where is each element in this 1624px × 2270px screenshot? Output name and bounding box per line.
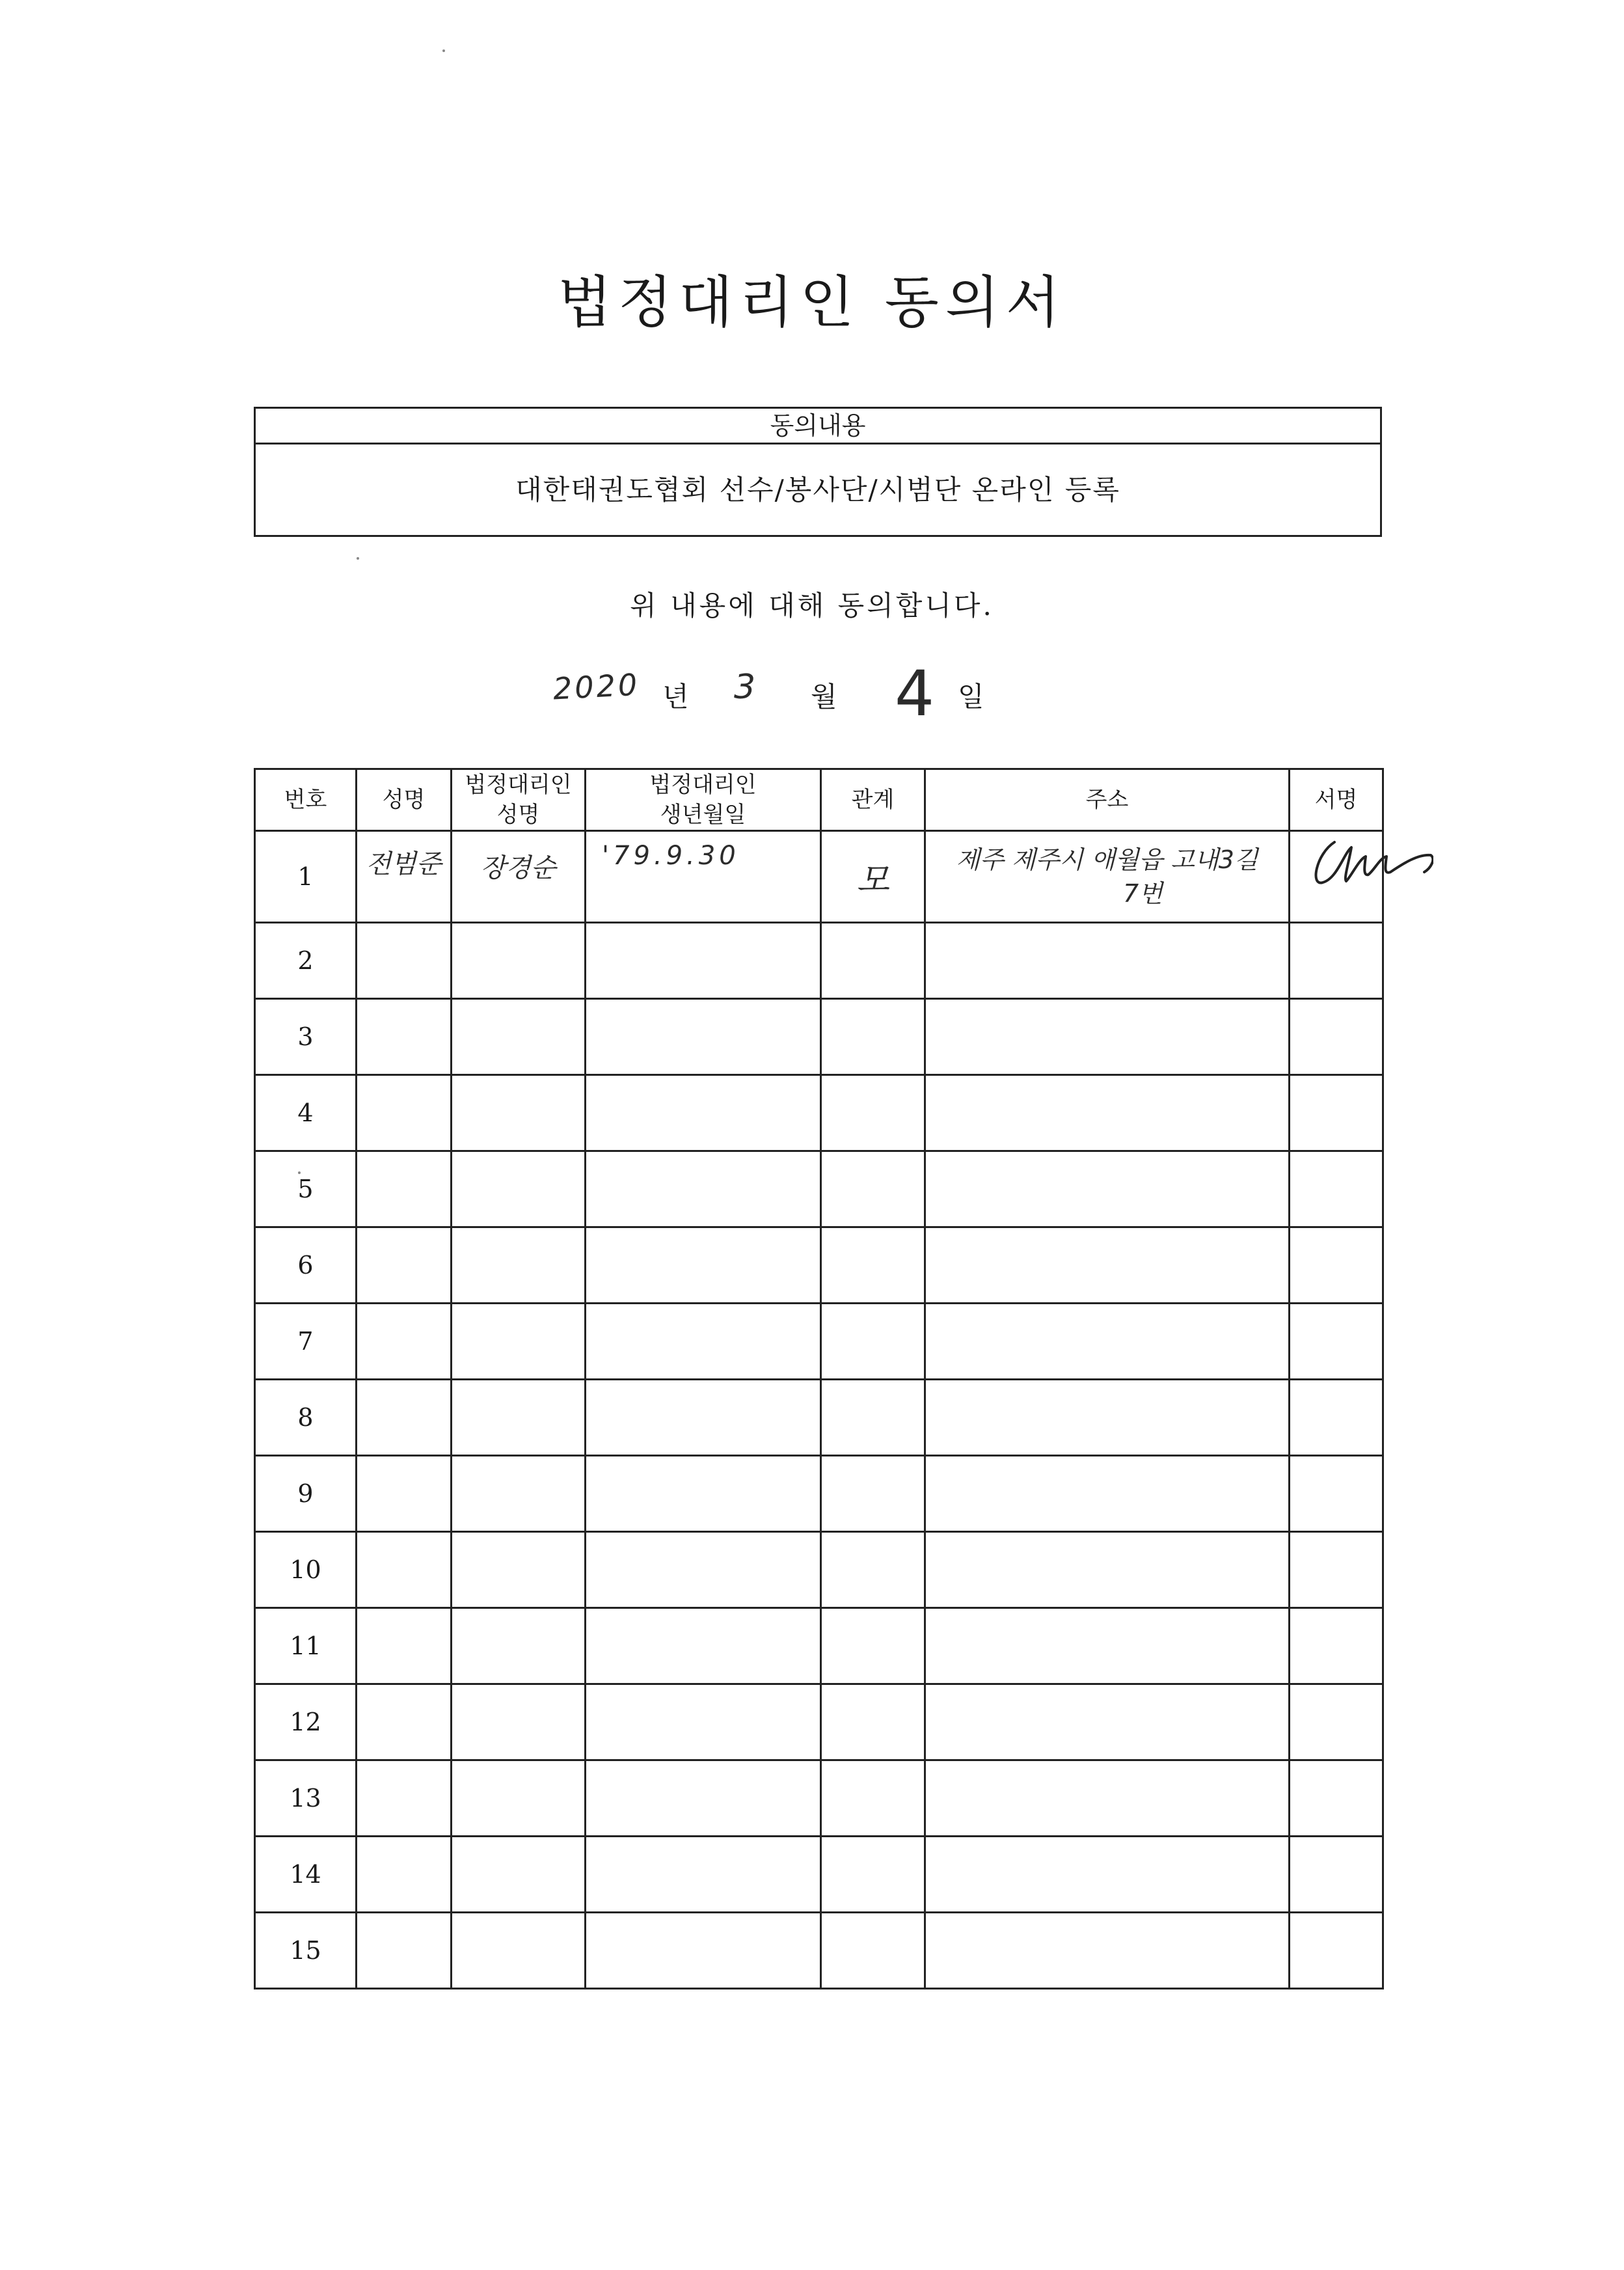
row-guardian-name [452,1608,586,1684]
row-address [925,1837,1290,1913]
consent-content-box [254,407,1382,537]
row-guardian-birth [586,1913,821,1989]
table-row [255,1075,1383,1151]
row-address-handwritten [925,831,1290,923]
row-signature [1290,831,1383,923]
row-number: 7 [255,1304,357,1380]
row-name [357,1608,452,1684]
header-relation: 관계 [821,769,925,831]
row-guardian-name [452,1151,586,1227]
row-name [357,1380,452,1456]
row-guardian-name [452,1304,586,1380]
row-address [925,1684,1290,1760]
row-relation [821,923,925,999]
row-guardian-birth [586,1151,821,1227]
row-guardian-name [452,1456,586,1532]
row-guardian-name [452,1760,586,1837]
row-guardian-name [452,1913,586,1989]
row-guardian-name [452,1075,586,1151]
row-relation [821,1913,925,1989]
row-address [925,1075,1290,1151]
row-relation [821,1075,925,1151]
header-guardian-name-line2: 성명 [496,802,540,828]
row-name [357,1075,452,1151]
row-number: 15 [255,1913,357,1989]
date-month-handwritten: 3 [734,668,756,707]
table-row [255,999,1383,1075]
row-guardian-birth [586,1227,821,1304]
table-row [255,1456,1383,1532]
row-address [925,1456,1290,1532]
row-signature [1290,1456,1383,1532]
row-guardian-name [452,1684,586,1760]
table-row [255,923,1383,999]
table-row [255,1532,1383,1608]
row-address [925,1227,1290,1304]
row-signature [1290,1837,1383,1913]
row-name [357,1760,452,1837]
row-address [925,1532,1290,1608]
header-guardian-birth [586,769,821,831]
header-guardian-name [452,769,586,831]
table-row [255,1837,1383,1913]
date-year-handwritten: 2020 [552,666,641,707]
row-signature [1290,1608,1383,1684]
row-name [357,1227,452,1304]
page-title: 법정대리인 동의서 [558,270,1066,335]
row-address [925,1151,1290,1227]
table-row [255,1684,1383,1760]
row-relation [821,1837,925,1913]
header-name: 성명 [357,769,452,831]
header-signature: 서명 [1290,769,1383,831]
row-signature [1290,1075,1383,1151]
row-relation [821,1227,925,1304]
row-number: 12 [255,1684,357,1760]
row-address [925,1380,1290,1456]
row-signature [1290,1227,1383,1304]
row-number: 8 [255,1380,357,1456]
table-row [255,1913,1383,1989]
row-guardian-birth [586,923,821,999]
row-name [357,923,452,999]
row-signature [1290,1380,1383,1456]
row-number: 9 [255,1456,357,1532]
row-guardian-name-handwritten: 장경순 [452,831,586,923]
row-number: 14 [255,1837,357,1913]
row-signature [1290,1760,1383,1837]
row-address-line2: 7번 [1123,879,1163,908]
row-number: 2 [255,923,357,999]
header-guardian-birth-line2: 생년월일 [660,802,746,828]
table-row [255,1151,1383,1227]
row-number: 4 [255,1075,357,1151]
row-number: 6 [255,1227,357,1304]
row-number: 5 [255,1151,357,1227]
scan-speck [442,49,445,52]
row-guardian-birth [586,1760,821,1837]
row-signature [1290,1684,1383,1760]
row-guardian-name [452,1227,586,1304]
row-address [925,1913,1290,1989]
table-row [255,1608,1383,1684]
row-signature [1290,1532,1383,1608]
date-month-unit: 월 [811,681,837,713]
row-name [357,1304,452,1380]
header-no: 번호 [255,769,357,831]
row-number: 1 [255,831,357,923]
row-guardian-birth [586,1608,821,1684]
row-relation [821,1684,925,1760]
table-row [255,831,1383,923]
row-guardian-name [452,1380,586,1456]
header-guardian-birth-line1: 법정대리인 [649,772,757,798]
row-name-handwritten: 전범준 [357,831,452,923]
date-day-unit: 일 [958,681,984,713]
agree-statement: 위 내용에 대해 동의합니다. [630,590,994,622]
row-guardian-birth [586,1456,821,1532]
row-name [357,1151,452,1227]
row-name [357,999,452,1075]
row-relation [821,1608,925,1684]
row-number: 11 [255,1608,357,1684]
row-address [925,923,1290,999]
row-relation [821,1304,925,1380]
row-address [925,1608,1290,1684]
row-guardian-birth [586,1837,821,1913]
row-guardian-name [452,999,586,1075]
row-signature [1290,1151,1383,1227]
row-relation [821,1380,925,1456]
scan-speck [357,557,359,560]
row-guardian-birth [586,1380,821,1456]
row-guardian-birth [586,1304,821,1380]
consent-box-header: 동의내용 [256,409,1380,444]
date-day-handwritten: 4 [895,657,935,730]
row-signature [1290,1913,1383,1989]
table-row [255,1760,1383,1837]
header-address: 주소 [925,769,1290,831]
row-relation [821,1760,925,1837]
row-relation [821,1151,925,1227]
table-row [255,1380,1383,1456]
row-address [925,1760,1290,1837]
table-header-row [255,769,1383,831]
row-name [357,1837,452,1913]
table-row [255,1304,1383,1380]
row-guardian-name [452,1532,586,1608]
row-name [357,1532,452,1608]
row-number: 3 [255,999,357,1075]
row-number: 10 [255,1532,357,1608]
table-row [255,1227,1383,1304]
row-guardian-birth [586,1075,821,1151]
guardian-consent-table [254,768,1384,1990]
consent-box-content: 대한태권도협회 선수/봉사단/시범단 온라인 등록 [515,474,1120,506]
row-guardian-name [452,923,586,999]
row-guardian-name [452,1837,586,1913]
row-name [357,1456,452,1532]
date-year-unit: 년 [662,681,689,713]
row-relation-handwritten: 모 [821,831,925,923]
row-signature [1290,923,1383,999]
row-relation [821,999,925,1075]
date-line [0,657,1624,729]
row-guardian-birth-handwritten: '79.9.30 [586,831,821,923]
row-address-line1: 제주 제주시 애월읍 고내3길 [956,845,1258,874]
header-guardian-name-line1: 법정대리인 [465,772,572,798]
row-guardian-birth [586,1684,821,1760]
row-number: 13 [255,1760,357,1837]
handwritten-signature-icon [1303,828,1433,899]
row-relation [821,1532,925,1608]
row-signature [1290,1304,1383,1380]
row-address [925,999,1290,1075]
row-name [357,1913,452,1989]
row-address [925,1304,1290,1380]
row-signature [1290,999,1383,1075]
row-relation [821,1456,925,1532]
row-guardian-birth [586,999,821,1075]
row-name [357,1684,452,1760]
row-guardian-birth [586,1532,821,1608]
